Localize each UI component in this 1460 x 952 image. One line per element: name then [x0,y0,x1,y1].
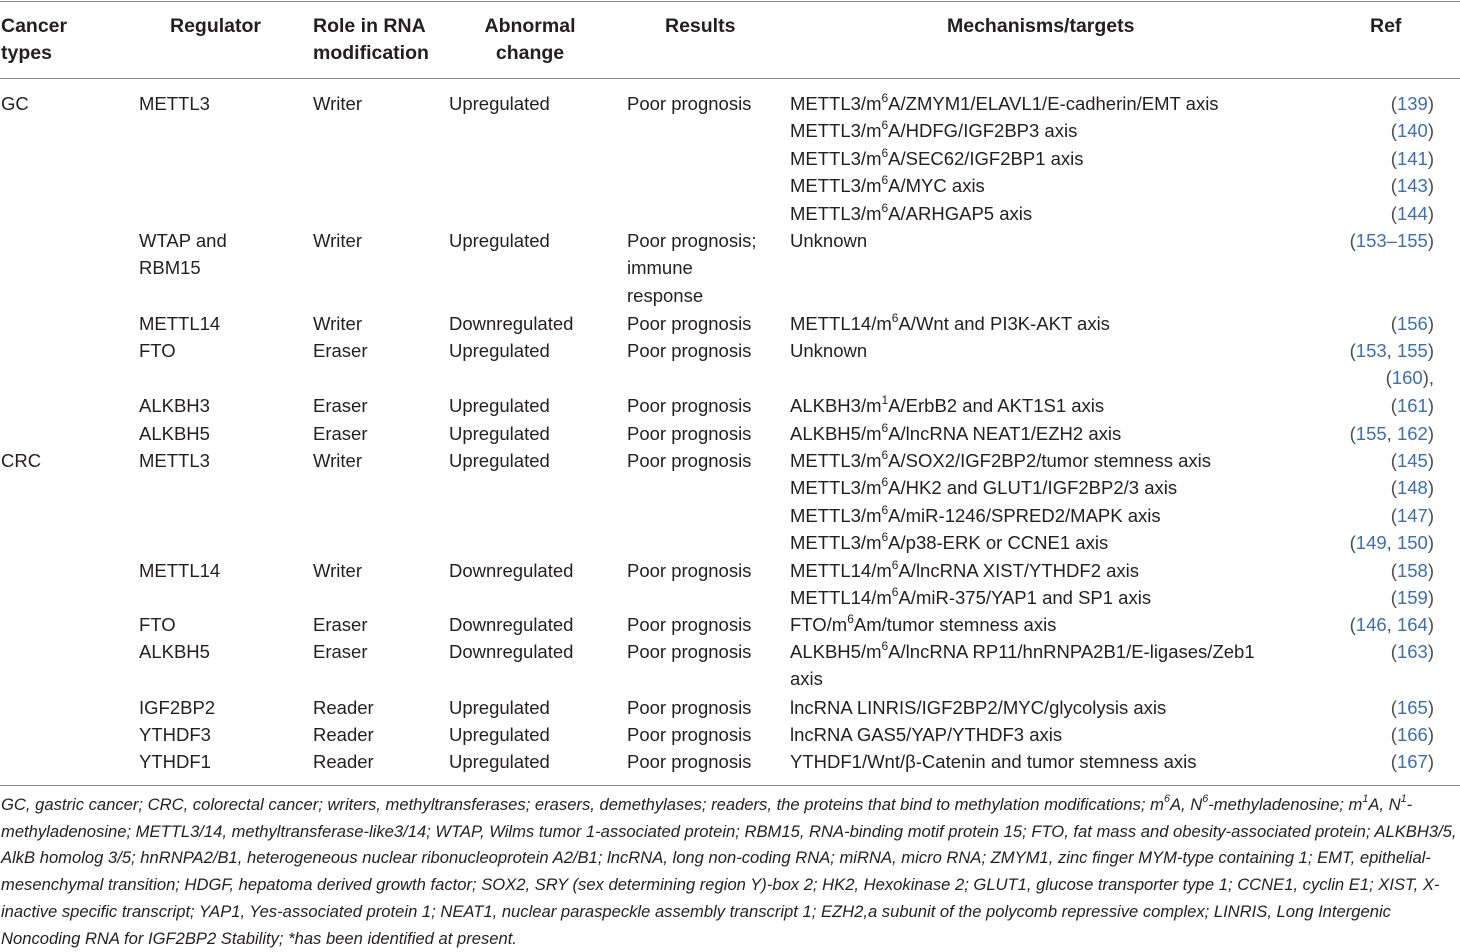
ref-paren-open: ( [1349,230,1356,251]
mechanism-cell [790,474,1177,501]
ref-paren-close: ), [1422,367,1434,389]
abnormal-change-cell: Upregulated [449,450,550,471]
ref-separator: , [1386,340,1397,361]
abnormal-change-cell: Upregulated [449,423,550,444]
ref-link[interactable]: 144 [1396,203,1428,224]
ref-paren-close: ) [1427,93,1434,114]
mechanism-superscript: 6 [847,611,854,626]
header-cancer-types [1,13,67,67]
regulator-cell: METTL14 [139,313,221,334]
ref-paren-close: ) [1427,505,1434,526]
mechanism-superscript: 6 [881,117,889,132]
abnormal-change-cell: Downregulated [449,313,574,334]
ref-separator: , [1386,532,1397,553]
ref-paren-close: ) [1427,450,1434,471]
result-cell-line3: response [627,284,704,306]
ref-paren-open: ( [1390,175,1397,196]
ref-link[interactable]: 156 [1396,313,1428,334]
ref-paren-open: ( [1390,641,1397,662]
regulator-cell: YTHDF3 [139,724,211,745]
regulator-cell: METTL3 [139,93,210,114]
mechanism-text: METTL3/m [790,148,882,169]
header-role-line1: Role in RNA [313,15,426,37]
regulator-cell: ALKBH3 [139,395,210,416]
ref-paren-close: ) [1427,587,1434,608]
regulator-cell: FTO [139,340,176,361]
ref-paren-close: ) [1427,203,1434,224]
ref-link[interactable]: 145 [1396,450,1428,471]
mechanism-cell [790,200,1032,227]
mechanism-text: A/ARHGAP5 axis [888,203,1033,224]
footnote-text-5: A, N [1368,795,1401,814]
abnormal-change-cell: Downregulated [449,614,574,635]
ref-separator: , [1386,423,1397,444]
role-cell: Writer [313,313,362,334]
mechanism-text: A/lncRNA RP11/hnRNPA2B1/E-ligases/Zeb1 [888,641,1255,662]
mechanism-superscript: 1 [881,392,889,407]
mechanism-text: A/lncRNA NEAT1/EZH2 axis [888,423,1122,444]
mechanism-text: A/ErbB2 and AKT1S1 axis [888,395,1105,416]
header-abnormal-line1: Abnormal [484,15,576,37]
mechanism-text: METTL14/m [790,587,892,608]
mechanism-cell [790,392,1104,419]
ref-link[interactable]: 139 [1396,93,1428,114]
ref-paren-open: ( [1385,367,1392,389]
mechanism-cell [790,172,985,199]
result-cell: Poor prognosis [627,93,752,114]
ref-cell [1391,172,1434,199]
ref-paren-close: ) [1427,175,1434,196]
ref-link[interactable]: 149 [1355,532,1387,553]
mechanism-superscript: 6 [881,529,889,544]
abnormal-change-cell: Upregulated [449,697,550,718]
ref-paren-close: ) [1427,120,1434,141]
ref-paren-close: ) [1427,423,1434,444]
mechanism-superscript: 6 [881,420,889,435]
mechanism-superscript: 6 [881,474,889,489]
mechanism-text: METTL3/m [790,477,882,498]
abnormal-change-cell: Upregulated [449,340,550,361]
ref-paren-open: ( [1390,724,1397,745]
result-cell: Poor prognosis [627,423,752,444]
ref-cell [1391,200,1434,227]
ref-cell [1391,117,1434,144]
ref-paren-close: ) [1427,313,1434,334]
mechanism-text: A/HDFG/IGF2BP3 axis [888,120,1078,141]
table-footnote [1,792,1457,952]
ref-paren-open: ( [1390,560,1397,581]
result-cell: Poor prognosis [627,641,752,662]
role-cell: Eraser [313,614,368,635]
ref-paren-close: ) [1427,614,1434,635]
cancer-type-cell: GC [1,93,29,114]
mechanism-cell [790,611,1056,638]
role-cell: Reader [313,751,374,772]
mechanism-text: ALKBH5/m [790,641,882,662]
regulator-cell: YTHDF1 [139,751,211,772]
mechanism-text: METTL3/m [790,450,882,471]
footnote-text-3: -methyladenosine; [1208,795,1344,814]
ref-paren-close: ) [1427,641,1434,662]
ref-paren-open: ( [1390,395,1397,416]
ref-paren-open: ( [1349,614,1356,635]
mechanism-superscript: 6 [881,90,889,105]
mechanism-text: METTL3/m [790,120,882,141]
mechanism-cell [790,638,1255,665]
mechanism-cell [790,420,1121,447]
mechanism-superscript: 6 [881,172,889,187]
cancer-type-cell: CRC [1,450,42,471]
role-cell: Eraser [313,340,368,361]
mechanism-cell [790,117,1077,144]
mechanism-superscript: 6 [891,557,899,572]
ref-paren-open: ( [1390,587,1397,608]
mechanism-cell [790,502,1161,529]
mechanism-cell [790,310,1110,337]
ref-paren-close: ) [1427,148,1434,169]
result-cell: Poor prognosis [627,313,752,334]
ref-link[interactable]: 143 [1396,175,1428,196]
ref-link[interactable]: 159 [1396,587,1428,608]
mechanism-superscript: 6 [881,447,889,462]
ref-link[interactable]: 167 [1396,751,1428,772]
abnormal-change-cell: Upregulated [449,230,550,251]
role-cell: Writer [313,93,362,114]
mechanism-cell: Unknown [790,230,868,251]
ref-paren-close: ) [1427,477,1434,498]
ref-link[interactable]: 155 [1396,340,1428,361]
mechanism-cell [790,557,1139,584]
mechanism-cell [790,584,1151,611]
footnote-text-2: A, N [1169,795,1203,814]
ref-paren-close: ) [1427,560,1434,581]
regulator-cell-line1: WTAP and [139,230,227,251]
result-cell: Poor prognosis [627,724,752,745]
mechanism-text: METTL3/m [790,532,882,553]
mechanism-superscript: 6 [891,310,899,325]
abnormal-change-cell: Downregulated [449,560,574,581]
mechanism-text: A/ZMYM1/ELAVL1/E-cadherin/EMT axis [888,93,1219,114]
header-results: Results [665,15,736,37]
abnormal-change-cell: Upregulated [449,724,550,745]
header-role-line2: modification [313,42,429,64]
ref-link[interactable]: 153 [1355,340,1387,361]
ref-link[interactable]: 140 [1396,120,1428,141]
footnote-text-6: -methyladenosine; METTL3/14, methyltransferase-like3/14; WTAP, Wilms tumor 1-associated protein; RBM15, RNA-binding motif protein 15; FTO, fat mass and obesity-associated protein; ALKBH3/5, AlkB homolog 3/5; hnRNPA2/B1, heterogeneous nuclear ribonucleoprotein A2/B1; lncRNA, long non-coding RNA; miRNA, micro RNA; ZMYM1, zinc finger MYM-type containing 1; EMT, epithelial-mesenchymal transition; HDGF, hepatoma derived growth factor; SOX2, SRY (sex determining region Y)-box 2; HK2, Hexokinase 2; GLUT1, glucose transporter type 1; CCNE1, cyclin E1; XIST, X-inactive specific transcript; YAP1, Yes-associated protein 1; NEAT1, nuclear paraspeckle assembly transcript 1; EZH2,a subunit of the polycomb repressive complex; LINRIS, Long Intergenic Noncoding RNA for IGF2BP2 Stability; *has been identified at present. [1,795,1457,948]
ref-paren-close: ) [1427,532,1434,553]
ref-link[interactable]: 150 [1396,532,1428,553]
abnormal-change-cell: Downregulated [449,641,574,662]
header-ref: Ref [1370,15,1402,37]
role-cell: Writer [313,560,362,581]
role-cell: Writer [313,450,362,471]
footnote-sup-4: 1 [1400,793,1407,806]
ref-paren-close: ) [1427,395,1434,416]
mechanism-text: ALKBH5/m [790,423,882,444]
ref-cell [1391,310,1434,337]
mechanism-text: A/miR-1246/SPRED2/MAPK axis [888,505,1161,526]
mechanism-text: ALKBH3/m [790,395,882,416]
result-cell-line2: immune [627,257,693,279]
header-regulator: Regulator [170,15,262,37]
table-bottom-rule [0,785,1460,786]
ref-link[interactable]: 165 [1396,697,1428,718]
mechanism-text: A/HK2 and GLUT1/IGF2BP2/3 axis [888,477,1178,498]
mechanism-text: METTL14/m [790,313,892,334]
ref-paren-open: ( [1390,93,1397,114]
mechanism-text: Am/tumor stemness axis [853,614,1057,635]
mechanism-cell: YTHDF1/Wnt/β-Catenin and tumor stemness axis [790,751,1197,772]
result-cell-line1: Poor prognosis; [627,230,757,251]
result-cell: Poor prognosis [627,395,752,416]
mechanism-text: METTL3/m [790,93,882,114]
mechanism-superscript: 6 [881,200,889,215]
ref-separator: , [1386,614,1397,635]
header-cancer-line1: Cancer [1,15,68,37]
ref-cell [1391,447,1434,474]
ref-cell [1391,748,1434,775]
mechanism-superscript: 6 [881,638,889,653]
role-cell: Eraser [313,423,368,444]
regulator-cell: ALKBH5 [139,641,210,662]
footnote-sup-2: 6 [1202,793,1209,806]
abnormal-change-cell: Upregulated [449,395,550,416]
mechanism-text: A/p38-ERK or CCNE1 axis [888,532,1109,553]
ref-cell [1350,420,1434,447]
mechanism-text: METTL14/m [790,560,892,581]
ref-paren-open: ( [1390,477,1397,498]
mechanism-text: A/miR-375/YAP1 and SP1 axis [898,587,1152,608]
ref-cell [1391,502,1434,529]
regulator-cell: METTL3 [139,450,210,471]
mechanism-cell: lncRNA GAS5/YAP/YTHDF3 axis [790,724,1063,745]
role-cell: Eraser [313,395,368,416]
table-top-rule [0,1,1460,2]
ref-link[interactable]: 155 [1355,423,1387,444]
ref-paren-open: ( [1390,505,1397,526]
mechanism-text: A/MYC axis [888,175,985,196]
ref-paren-open: ( [1390,313,1397,334]
ref-cell [1386,364,1434,391]
ref-paren-close: ) [1427,697,1434,718]
footnote-sup-3: 1 [1362,793,1369,806]
ref-paren-open: ( [1349,423,1356,444]
ref-link[interactable]: 162 [1396,423,1428,444]
ref-cell [1391,584,1434,611]
ref-cell [1391,557,1434,584]
ref-paren-open: ( [1390,148,1397,169]
ref-paren-close: ) [1427,340,1434,361]
mechanism-superscript: 6 [881,502,889,517]
footnote-sup-1: 6 [1163,793,1170,806]
mechanism-superscript: 6 [891,584,899,599]
role-cell: Reader [313,697,374,718]
ref-link[interactable]: 161 [1396,395,1428,416]
ref-paren-open: ( [1390,751,1397,772]
ref-link[interactable]: 146 [1355,614,1387,635]
mechanism-cell-line2: axis [790,668,823,690]
header-bottom-rule [0,78,1460,79]
ref-link[interactable]: 147 [1396,505,1428,526]
regulator-cell: IGF2BP2 [139,697,216,718]
ref-link[interactable]: 148 [1396,477,1428,498]
mechanism-cell: Unknown [790,340,868,361]
abnormal-change-cell: Upregulated [449,751,550,772]
footnote-text-4: m [1348,795,1363,814]
footnote-text-1: GC, gastric cancer; CRC, colorectal cancer; writers, methyltransferases; erasers, demethylases; readers, the proteins that bind to methylation modifications; m [1,795,1164,814]
header-mechanisms: Mechanisms/targets [947,15,1135,37]
ref-cell [1391,694,1434,721]
mechanism-text: A/lncRNA XIST/YTHDF2 axis [898,560,1140,581]
ref-paren-close: ) [1427,724,1434,745]
mechanism-text: A/SOX2/IGF2BP2/tumor stemness axis [888,450,1212,471]
role-cell: Reader [313,724,374,745]
ref-link[interactable]: 153–155 [1355,230,1428,251]
mechanism-cell [790,145,1084,172]
mechanism-text: METTL3/m [790,505,882,526]
ref-link[interactable]: 163 [1396,641,1428,662]
ref-cell [1391,474,1434,501]
abnormal-change-cell: Upregulated [449,93,550,114]
header-abnormal-line2: change [495,42,565,64]
ref-cell [1350,337,1434,364]
header-role [313,13,429,67]
ref-cell [1350,529,1434,556]
result-cell: Poor prognosis [627,450,752,471]
header-abnormal-change [484,13,576,67]
regulator-cell: METTL14 [139,560,221,581]
mechanism-cell [790,90,1219,117]
ref-paren-open: ( [1390,450,1397,471]
ref-link[interactable]: 164 [1396,614,1428,635]
ref-cell [1391,638,1434,665]
ref-link[interactable]: 158 [1396,560,1428,581]
mechanism-text: METTL3/m [790,175,882,196]
ref-paren-open: ( [1349,532,1356,553]
result-cell: Poor prognosis [627,751,752,772]
mechanism-cell [790,447,1211,474]
ref-paren-open: ( [1390,203,1397,224]
result-cell: Poor prognosis [627,340,752,361]
mechanism-superscript: 6 [881,145,889,160]
ref-cell [1350,611,1434,638]
ref-paren-open: ( [1390,697,1397,718]
result-cell: Poor prognosis [627,614,752,635]
mechanism-text: FTO/m [790,614,848,635]
mechanism-cell [790,529,1108,556]
ref-cell [1350,227,1434,254]
header-cancer-line2: types [1,42,52,64]
ref-cell [1391,90,1434,117]
role-cell: Eraser [313,641,368,662]
ref-link[interactable]: 166 [1396,724,1428,745]
result-cell: Poor prognosis [627,697,752,718]
ref-cell [1391,721,1434,748]
ref-link[interactable]: 160 [1391,367,1423,389]
ref-link[interactable]: 141 [1396,148,1428,169]
regulator-cell-line2: RBM15 [139,257,201,279]
regulator-cell: FTO [139,614,176,635]
ref-paren-open: ( [1390,120,1397,141]
role-cell: Writer [313,230,362,251]
ref-paren-close: ) [1427,230,1434,251]
mechanism-cell: lncRNA LINRIS/IGF2BP2/MYC/glycolysis axis [790,697,1167,718]
mechanism-text: METTL3/m [790,203,882,224]
mechanism-text: A/SEC62/IGF2BP1 axis [888,148,1084,169]
ref-cell [1391,145,1434,172]
ref-paren-close: ) [1427,751,1434,772]
regulator-cell: ALKBH5 [139,423,210,444]
ref-cell [1391,392,1434,419]
ref-paren-open: ( [1349,340,1356,361]
mechanism-text: A/Wnt and PI3K-AKT axis [898,313,1110,334]
result-cell: Poor prognosis [627,560,752,581]
